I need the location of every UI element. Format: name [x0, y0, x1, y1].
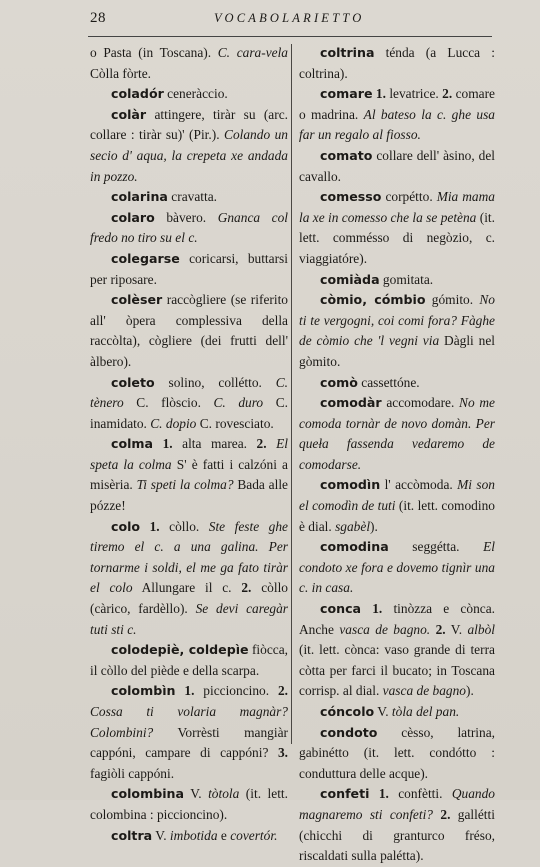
definition-text: collare dell' àsino, del cavallo. — [299, 147, 495, 184]
page-header — [90, 6, 490, 32]
definition-text: cèsso, latrina, gabinétto (it. lett. condótto : conduttura delle acque). — [299, 724, 495, 781]
headword: coladór — [111, 86, 164, 102]
definition-text: ). — [370, 518, 378, 534]
definition-text: coricarsi, buttarsi per riposare. — [90, 250, 288, 287]
sense-number: 1. — [361, 601, 383, 617]
headword: colma — [111, 436, 154, 452]
example-text: C. cara-vela — [217, 45, 289, 60]
definition-text: alta marea. — [172, 436, 257, 452]
sense-number: 2. — [241, 580, 252, 596]
example-text: tòla del pan. — [391, 704, 460, 719]
sense-number: 1. — [140, 518, 160, 534]
headword: colombìn — [111, 683, 176, 699]
definition-text: tinòzza e cònca. Anche — [299, 601, 496, 637]
sense-number: 2. — [442, 86, 453, 102]
definition-text — [433, 807, 440, 822]
dictionary-entry — [299, 43, 495, 84]
definition-text: (it. lett. commésso di negòzio, c. viaggiatóre). — [299, 209, 495, 266]
headword: colombina — [111, 786, 185, 802]
definition-text: ceneràccio. — [163, 86, 228, 102]
example-text: vasca de bagno — [382, 683, 466, 699]
headword: colàr — [111, 106, 147, 122]
definition-text: l' accòmoda. — [380, 477, 458, 493]
definition-text: ténda (a Lucca : coltrina). — [299, 45, 495, 81]
definition-text: (it. lett. comodino è dial. — [299, 498, 495, 534]
example-text: covertór. — [230, 827, 278, 843]
definition-text: còllo (càrico, fardèllo). — [90, 580, 288, 617]
example-text: El speta la colma — [90, 436, 288, 472]
example-text: sgabèl — [335, 518, 371, 534]
dictionary-entry — [90, 434, 288, 516]
example-text: Mia mama la xe in comesso che la se petèna — [299, 189, 495, 225]
example-text: No me comoda tornàr de novo domàn. Per queła fassenda vedaremo de comodarse. — [299, 395, 495, 472]
sense-number: 2. — [277, 683, 289, 699]
headword: còmio, cómbio — [320, 292, 426, 308]
example-text: Colando un secio d' aqua, la crepeta xe andada in pozzo. — [90, 127, 288, 184]
example-text: Quando magnaremo sti confeti? — [299, 786, 495, 822]
dictionary-entry — [299, 702, 495, 723]
left-column — [90, 43, 288, 846]
dictionary-entry — [299, 784, 495, 866]
headword: condoto — [320, 724, 378, 740]
headword: colo — [111, 518, 141, 534]
definition-text: Vorrèsti mangiàr cappóni, campare di cappóni? — [90, 724, 288, 761]
dictionary-entry — [90, 208, 288, 249]
definition-text: còllo. — [159, 518, 209, 534]
sense-number: 1. — [372, 86, 386, 102]
example-text: albòl — [467, 621, 496, 637]
headword: conca — [320, 601, 362, 617]
headword: comodina — [320, 539, 389, 555]
headword: comiàda — [320, 271, 380, 287]
example-text: tòtola — [208, 786, 240, 802]
dictionary-entry — [299, 146, 495, 187]
dictionary-entry — [90, 517, 288, 641]
headword: colarina — [111, 189, 168, 205]
headword: comare — [320, 86, 373, 102]
example-text: vasca de bagno. — [339, 621, 431, 637]
sense-number: 3. — [277, 745, 288, 761]
sense-number: 2. — [256, 436, 267, 452]
definition-text: C. inamidato. — [90, 395, 288, 431]
definition-text: Còlla fòrte. — [90, 65, 151, 81]
example-text: C. duro — [213, 395, 264, 411]
dictionary-entry — [90, 373, 288, 435]
definition-text: ). — [465, 683, 474, 699]
definition-text: gomitata. — [379, 271, 434, 287]
continued-entry — [90, 43, 288, 84]
headword: comodàr — [320, 395, 382, 411]
definition-text: Allungare il c. — [132, 580, 242, 596]
dictionary-entry — [90, 640, 288, 681]
definition-text: fagiòli cappóni. — [90, 765, 175, 781]
dictionary-entry — [90, 187, 288, 208]
dictionary-entry — [90, 84, 288, 105]
headword: colodepiè, coldepìe — [111, 642, 249, 658]
definition-text — [267, 436, 277, 451]
definition-text: V. — [184, 786, 209, 802]
definition-text: V. — [374, 704, 392, 719]
sense-number: 2. — [435, 621, 446, 637]
definition-text: (it. lett. colombina : piccioncino). — [90, 786, 288, 822]
example-text: Ti speti la colma? — [136, 477, 234, 493]
definition-text: solino, collétto. — [154, 374, 276, 390]
definition-text: attingere, tiràr su (arc. collare : tiràr su)' (Pir.). — [90, 106, 288, 143]
dictionary-entry — [299, 537, 495, 599]
dictionary-entry — [299, 393, 495, 475]
dictionary-entry — [90, 105, 288, 187]
definition-text: confètti. — [388, 786, 452, 802]
example-text: No ti te vergogni, coi comi fora? Fàghe de còmio che 'l vegni via — [299, 292, 495, 349]
definition-text: gómito. — [425, 292, 480, 308]
sense-number: 1. — [153, 436, 173, 452]
dictionary-entry — [299, 270, 495, 291]
definition-text: Bada alle pózze! — [90, 477, 288, 514]
column-divider — [291, 44, 292, 744]
definition-text: seggétta. — [388, 539, 484, 555]
definition-text: fiòcca, il còllo del piède e della scarpa. — [90, 642, 288, 678]
definition-text: V. — [445, 621, 468, 637]
definition-text: comare o madrina. — [299, 86, 495, 122]
example-text: Gnanca col fredo no tiro su el c. — [90, 209, 288, 246]
right-column — [299, 43, 495, 867]
sense-number: 1. — [175, 683, 195, 699]
example-text: C. dopio — [150, 415, 197, 431]
running-title: VOCABOLARIETTO — [214, 11, 365, 25]
definition-text: S' è fatti i calzóni a misèria. — [90, 456, 289, 493]
definition-text: gallétti (chicchi di granturco fréso, riscaldati sulla palétta). — [299, 806, 495, 864]
headword: coltra — [111, 827, 153, 843]
headword: comodìn — [320, 477, 381, 493]
dictionary-entry — [299, 187, 495, 269]
example-text: Al bateso la c. ghe usa far un regalo al fiosso. — [299, 106, 495, 143]
definition-text: o Pasta (in Toscana). — [90, 45, 218, 60]
sense-number: 2. — [440, 806, 451, 822]
dictionary-entry — [90, 826, 288, 847]
dictionary-entry — [299, 373, 495, 394]
headword: colegarse — [111, 250, 180, 266]
definition-text: V. — [152, 827, 170, 843]
dictionary-entry — [299, 599, 495, 702]
definition-text: bàvero. — [154, 209, 218, 225]
headword: coleto — [111, 374, 155, 390]
headword: colaro — [111, 209, 155, 225]
dictionary-entry — [90, 290, 288, 372]
headword: colèser — [111, 292, 163, 308]
example-text: El condoto xe fora e dovemo tignìr una c. in casa. — [299, 539, 495, 596]
definition-text: corpétto. — [381, 189, 437, 205]
dictionary-entry — [299, 84, 495, 146]
headword: cóncolo — [320, 704, 375, 719]
definition-text: e — [217, 827, 231, 843]
definition-text: piccioncino. — [194, 683, 278, 699]
headword: confeti — [320, 786, 370, 802]
dictionary-entry — [299, 723, 495, 785]
headword: comò — [320, 374, 358, 390]
dictionary-entry — [90, 681, 288, 784]
definition-text: cassettóne. — [357, 374, 420, 390]
example-text: Cossa ti volaria magnàr? Colombini? — [90, 704, 288, 740]
definition-text: (it. lett. cònca: vaso grande di terra còtta per farci il bucato; in Toscana corrisp. al dial. — [299, 642, 495, 699]
definition-text: raccògliere (se riferito all' òpera complessiva della raccòlta), cògliere (dei frutti dell' àlbero). — [90, 292, 288, 369]
definition-text: levatrice. — [385, 86, 443, 102]
dictionary-entry — [90, 784, 288, 825]
headword: comato — [320, 147, 373, 163]
sense-number: 1. — [369, 786, 389, 802]
dictionary-entry — [90, 249, 288, 290]
headword: comesso — [320, 189, 382, 205]
definition-text: accomodare. — [381, 395, 460, 411]
dictionary-entry — [299, 290, 495, 372]
header-rule — [88, 36, 492, 37]
definition-text: C. flòscio. — [123, 395, 214, 411]
dictionary-entry — [299, 475, 495, 537]
page-number: 28 — [90, 10, 106, 26]
definition-text: cravatta. — [167, 189, 218, 205]
headword: coltrina — [320, 45, 375, 60]
definition-text: C. rovesciato. — [196, 415, 274, 431]
example-text: Mi son el comodìn de tuti — [299, 477, 495, 514]
example-text: C. tènero — [90, 374, 288, 411]
example-text: imbotida — [169, 827, 218, 843]
example-text: Se devi caregàr tuti sti c. — [90, 601, 288, 637]
definition-text: Dàgli nel gòmito. — [299, 333, 495, 369]
example-text: Ste feste ghe tiremo el c. a una galina. Per tornarme i soldi, el me ga fato tiràr el colo — [90, 518, 288, 596]
